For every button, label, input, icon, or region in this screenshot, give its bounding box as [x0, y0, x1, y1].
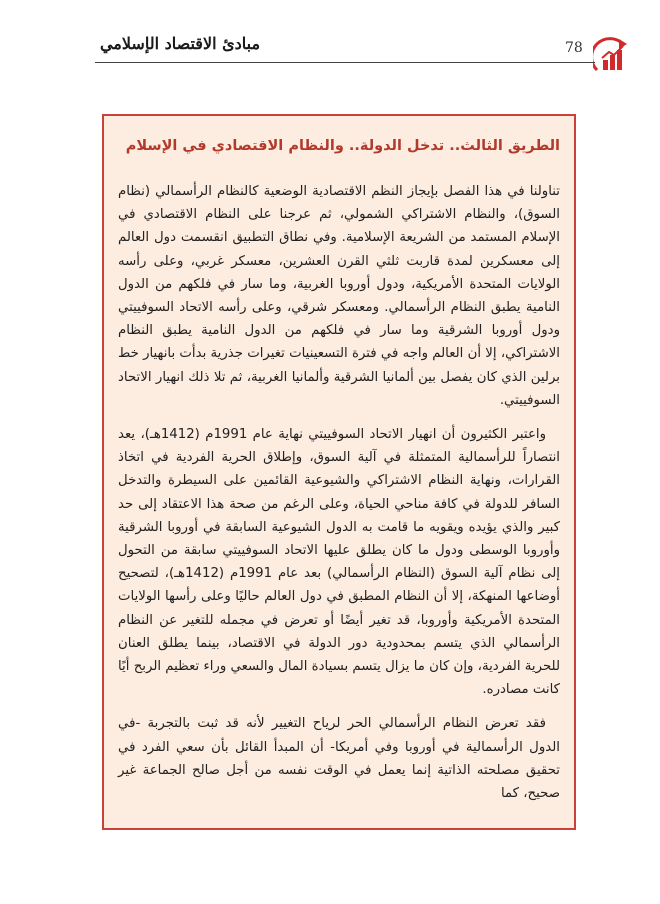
red-chart-arrow-logo-icon	[593, 36, 635, 78]
book-title: مبادئ الاقتصاد الإسلامي	[99, 34, 261, 53]
page-number: 78	[565, 40, 583, 56]
header-divider	[95, 62, 595, 63]
section-heading: الطريق الثالث.. تدخل الدولة.. والنظام الاقتصادي في الإسلام	[125, 138, 560, 154]
paragraph-2: واعتبر الكثيرون أن انهيار الاتحاد السوفييتي نهاية عام 1991م (1412هـ)، يعد انتصاراً للرأسمالية المتمثلة في آلية السوق، وإطلاق الحرية الفردية في اتخاذ القرارات، ونهاية النظام الاشتراكي والشيوعية القائمين على السيطرة والتدخل السافر للدولة في كافة مناحي الحياة، وعلى الرغم من صحة هذا الاعتقاد إلى حد كبير والذي يؤيده ويقويه ما قامت به الدول الشيوعية السابقة في أوروبا الشرقية وأوروبا الوسطى ودول ما كان يطلق عليها الاتحاد السوفييتي سابقة من التحول إلى نظام آلية السوق (النظام الرأسمالي) بعد عام 1991م (1412هـ)، لتصحيح أوضاعها المنهكة، إلا أن النظام المطبق في دول العالم حاليًا وعلى رأسها الولايات المتحدة الأمريكية وأوروبا، قد تغير أيضًا أو تعرض في مجمله للتغير عن النظام الرأسمالي الذي يتسم بمحدودية دور الدولة في الاقتصاد، بينما يطلق العنان للحرية الفردية، وإن كان ما يزال يتسم بسيادة المال والسعي وراء تعظيم الربح أيًا كانت مصادره.	[118, 427, 560, 698]
paragraph-1: تناولنا في هذا الفصل بإيجاز النظم الاقتصادية الوضعية كالنظام الرأسمالي (نظام السوق)، والنظام الاشتراكي الشمولي، ثم عرجنا على النظام الاقتصادي في الإسلام المستمد من الشريعة الإسلامية. وفي نطاق التطبيق انقسمت دول العالم إلى معسكرين لمدة قاربت ثلثي القرن العشرين، معسكر غربي، وعلى رأسه الولايات المتحدة الأمريكية، ودول أوروبا الغربية، وما سار في فلكهم من الدول النامية يطبق النظام الرأسمالي. ومعسكر شرقي، وعلى رأسه الاتحاد السوفييتي ودول أوروبا الشرقية وما سار في فلكهم من الدول النامية يطبق النظام الاشتراكي، إلا أن العالم واجه في فترة التسعينيات تغيرات جذرية بدأت بانهيار خط برلين الذي كان يفصل بين ألمانيا الشرقية وألمانيا الغربية، ثم تلا ذلك انهيار الاتحاد السوفييتي.	[118, 184, 560, 408]
page-header	[0, 0, 660, 80]
paragraph-3: فقد تعرض النظام الرأسمالي الحر لرياح التغيير لأنه قد ثبت بالتجربة -في الدول الرأسمالية في أوروبا وفي أمريكا- أن المبدأ القائل بأن سعي الفرد في تحقيق مصلحته الذاتية إنما يعمل في الوقت نفسه من أجل صالح الجماعة غير صحيح، كما	[118, 716, 560, 802]
content-box	[102, 114, 576, 830]
